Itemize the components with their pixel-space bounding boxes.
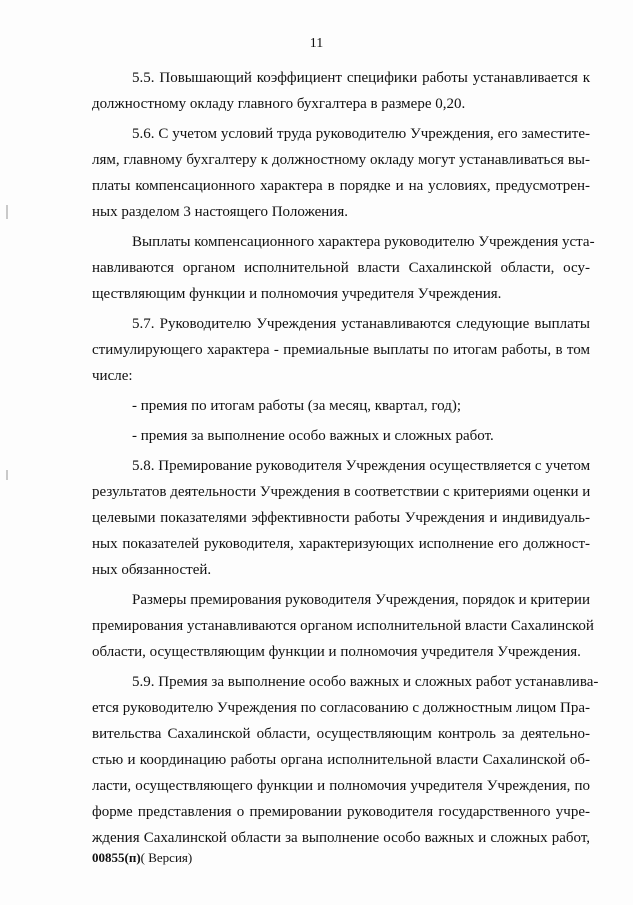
text-line: числе: bbox=[92, 368, 133, 384]
paragraph-5-5 bbox=[92, 65, 590, 117]
paragraph-compensation bbox=[92, 229, 595, 307]
text-line: премирования устанавливаются органом исполнительной власти Сахалинской bbox=[92, 618, 594, 634]
version-label: ( Версия) bbox=[140, 850, 193, 865]
text-line: стью и координацию работы органа исполнительной власти Сахалинской об- bbox=[92, 752, 590, 768]
text-line: ных обязанностей. bbox=[92, 562, 212, 578]
text-line: вительства Сахалинской области, осуществляющим контроль за деятельно- bbox=[92, 726, 590, 742]
text-line: Размеры премирования руководителя Учреждения, порядок и критерии bbox=[132, 592, 590, 608]
list-item bbox=[92, 423, 590, 449]
text-line: области, осуществляющим функции и полномочия учредителя Учреждения. bbox=[92, 644, 581, 660]
text-line: ных разделом 3 настоящего Положения. bbox=[92, 204, 348, 220]
text-line: Выплаты компенсационного характера руководителю Учреждения уста- bbox=[132, 234, 595, 250]
text-line: ласти, осуществляющего функции и полномочия учредителя Учреждения, по bbox=[92, 778, 590, 794]
paragraph-5-7 bbox=[92, 311, 590, 389]
paragraph-5-8 bbox=[92, 453, 590, 583]
text-line: ных показателей руководителя, характеризующих исполнение его должност- bbox=[92, 536, 590, 552]
text-line: форме представления о премировании руководителя государственного учре- bbox=[92, 804, 590, 820]
text-line: 5.6. С учетом условий труда руководителю Учреждения, его заместите- bbox=[132, 126, 590, 142]
text-line: целевыми показателями эффективности работы Учреждения и индивидуаль- bbox=[92, 510, 590, 526]
document-footer bbox=[92, 850, 192, 866]
document-body bbox=[92, 65, 599, 855]
scan-mark bbox=[6, 470, 8, 480]
text-line: навливаются органом исполнительной власти Сахалинской области, осу- bbox=[92, 260, 590, 276]
text-line: 5.5. Повышающий коэффициент специфики работы устанавливается к bbox=[132, 70, 590, 86]
text-line: стимулирующего характера - премиальные выплаты по итогам работы, в том bbox=[92, 342, 590, 358]
paragraph-5-6 bbox=[92, 121, 590, 225]
text-line: платы компенсационного характера в порядке и на условиях, предусмотрен- bbox=[92, 178, 590, 194]
scan-mark bbox=[6, 205, 8, 219]
text-line: - премия по итогам работы (за месяц, квартал, год); bbox=[132, 398, 462, 414]
text-line: - премия за выполнение особо важных и сложных работ. bbox=[132, 428, 494, 444]
text-line: лям, главному бухгалтеру к должностному окладу могут устанавливаться вы- bbox=[92, 152, 590, 168]
text-line: ется руководителю Учреждения по согласованию с должностным лицом Пра- bbox=[92, 700, 590, 716]
text-line: 5.8. Премирование руководителя Учреждения осуществляется с учетом bbox=[132, 458, 591, 474]
paragraph-5-9 bbox=[92, 669, 599, 851]
list-item bbox=[92, 393, 590, 419]
text-line: должностному окладу главного бухгалтера в размере 0,20. bbox=[92, 96, 466, 112]
page-number: 11 bbox=[309, 36, 324, 51]
document-code: 00855(п) bbox=[92, 850, 141, 865]
paragraph-bonus-sizes bbox=[92, 587, 594, 665]
text-line: 5.9. Премия за выполнение особо важных и сложных работ устанавлива- bbox=[132, 674, 599, 690]
text-line: ждения Сахалинской области за выполнение особо важных и сложных работ, bbox=[92, 830, 590, 846]
text-line: 5.7. Руководителю Учреждения устанавливаются следующие выплаты bbox=[132, 316, 590, 332]
text-line: результатов деятельности Учреждения в соответствии с критериями оценки и bbox=[92, 484, 591, 500]
text-line: ществляющим функции и полномочия учредителя Учреждения. bbox=[92, 286, 502, 302]
